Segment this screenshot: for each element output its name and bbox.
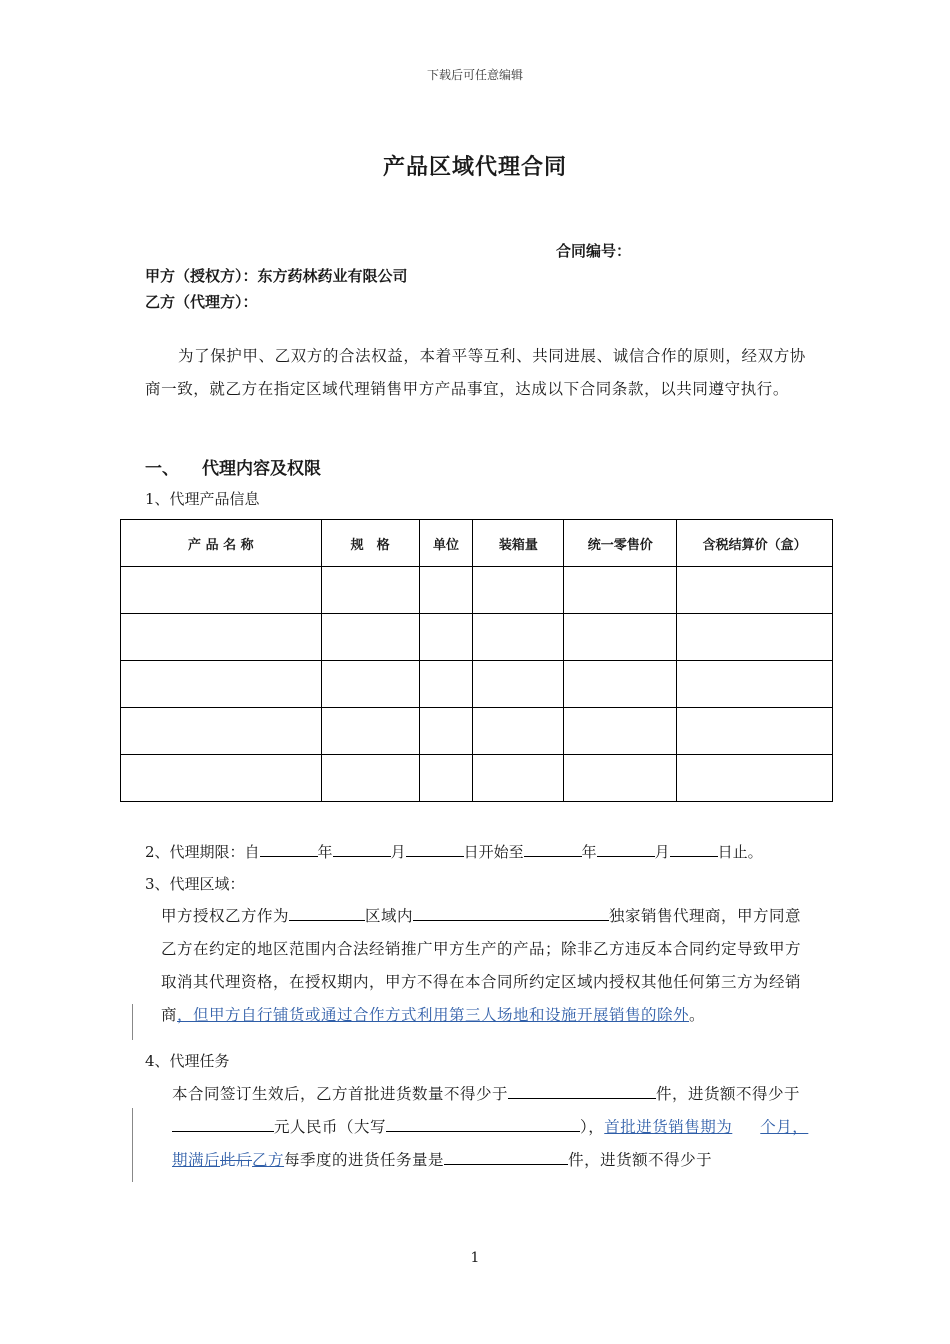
table-cell[interactable] [677,708,833,755]
section-1-title: 代理内容及权限 [202,459,321,479]
table-cell[interactable] [677,567,833,614]
section-1-number: 一、 [145,459,179,479]
start-month-blank[interactable] [333,840,391,857]
header-spec: 规 格 [321,520,419,567]
task-text-2: 件，进货额不得少于 [656,1085,801,1103]
deleted-text: 此后 [220,1151,253,1169]
item-2-term [145,840,763,862]
table-cell[interactable] [121,614,322,661]
item-1-label: 1、代理产品信息 [145,490,260,508]
table-cell[interactable] [419,708,473,755]
header-product-name: 产 品 名 称 [121,520,322,567]
task-text-6: 件，进货额不得少于 [568,1151,713,1169]
table-cell[interactable] [321,661,419,708]
change-bar [132,1004,133,1040]
amount-words-blank[interactable] [386,1115,580,1132]
area-blank[interactable] [289,904,365,921]
table-cell[interactable] [564,661,677,708]
table-cell[interactable] [677,755,833,802]
first-amount-blank[interactable] [172,1115,274,1132]
contract-number-label: 合同编号： [556,242,632,260]
table-cell[interactable] [473,708,564,755]
header-unit: 单位 [419,520,473,567]
item-3-paragraph [161,900,809,1032]
table-cell[interactable] [121,755,322,802]
term-day-end: 日止。 [717,843,763,861]
table-cell[interactable] [419,567,473,614]
table-cell[interactable] [121,661,322,708]
area-text-end: 。 [689,1006,706,1024]
start-year-blank[interactable] [260,840,318,857]
intro-paragraph: 为了保护甲、乙双方的合法权益，本着平等互利、共同进展、诚信合作的原则，经双方协商一致，就乙方在指定区域代理销售甲方产品事宜，达成以下合同条款，以共同遵守执行。 [145,347,806,398]
task-text-3: 元人民币（大写 [274,1118,387,1136]
table-cell[interactable] [473,755,564,802]
table-cell[interactable] [473,661,564,708]
end-day-blank[interactable] [670,840,718,857]
area-text-1: 甲方授权乙方作为 [161,907,290,925]
item-4-paragraph [172,1078,809,1177]
table-row [121,614,833,661]
task-text-1: 本合同签订生效后，乙方首批进货数量不得少于 [172,1085,509,1103]
table-cell[interactable] [321,708,419,755]
end-year-blank[interactable] [524,840,582,857]
table-cell[interactable] [564,567,677,614]
header-settlement-price: 含税结算价（盒） [677,520,833,567]
area-text-2: 区域内 [365,907,414,925]
table-cell[interactable] [564,708,677,755]
term-month2-label: 月 [654,843,670,861]
task-text-5: 每季度的进货任务量是 [284,1151,445,1169]
table-cell[interactable] [677,661,833,708]
revision-months: 个月，期满后 [172,1118,809,1169]
term-year2-label: 年 [581,843,597,861]
table-cell[interactable] [419,755,473,802]
table-cell[interactable] [419,614,473,661]
product-table [120,519,833,802]
item-4-label: 4、代理任务 [145,1052,230,1070]
table-row [121,755,833,802]
table-row [121,661,833,708]
term-year-label: 年 [317,843,333,861]
area-text-3: 独家销售代理商，甲方同意乙方在约定的地区范围内合法经销推广甲方生产的产品；除非乙方违反本合同约定导致甲方取消其代理资格，在授权期内，甲方不得在本合同所约定区域内授权其他任何第三方为经销商 [161,907,802,1024]
end-month-blank[interactable] [597,840,655,857]
quarter-qty-blank[interactable] [444,1148,568,1165]
page-number: 1 [470,1250,480,1266]
start-day-blank[interactable] [406,840,464,857]
task-text-4: ）， [580,1118,605,1136]
first-qty-blank[interactable] [508,1082,656,1099]
term-month-label: 月 [390,843,406,861]
table-cell[interactable] [321,567,419,614]
change-bar [132,1108,133,1182]
table-cell[interactable] [321,614,419,661]
table-cell[interactable] [419,661,473,708]
table-cell[interactable] [473,567,564,614]
item-3-label: 3、代理区域： [145,875,245,893]
table-cell[interactable] [564,755,677,802]
header-case-qty: 装箱量 [473,520,564,567]
term-day-start: 日开始至 [463,843,524,861]
party-a: 甲方（授权方）：东方药林药业有限公司 [145,267,408,285]
revision-sales-period: 首批进货销售期为 [604,1118,733,1136]
table-cell[interactable] [321,755,419,802]
header-retail-price: 统一零售价 [564,520,677,567]
table-row [121,708,833,755]
revision-insert: ，但甲方自行铺货或通过合作方式利用第三人场地和设施开展销售的除外 [177,1006,690,1024]
table-header-row [121,520,833,567]
area-name-blank[interactable] [413,904,609,921]
table-cell[interactable] [121,567,322,614]
table-row [121,567,833,614]
section-1-heading [145,454,321,479]
table-cell[interactable] [121,708,322,755]
table-cell[interactable] [677,614,833,661]
table-cell[interactable] [564,614,677,661]
document-title: 产品区域代理合同 [382,155,567,180]
table-cell[interactable] [473,614,564,661]
party-b: 乙方（代理方）： [145,293,258,311]
header-note: 下载后可任意编辑 [426,68,523,82]
term-prefix: 2、代理期限：自 [145,843,260,861]
revision-party-b: 乙方 [252,1151,285,1169]
